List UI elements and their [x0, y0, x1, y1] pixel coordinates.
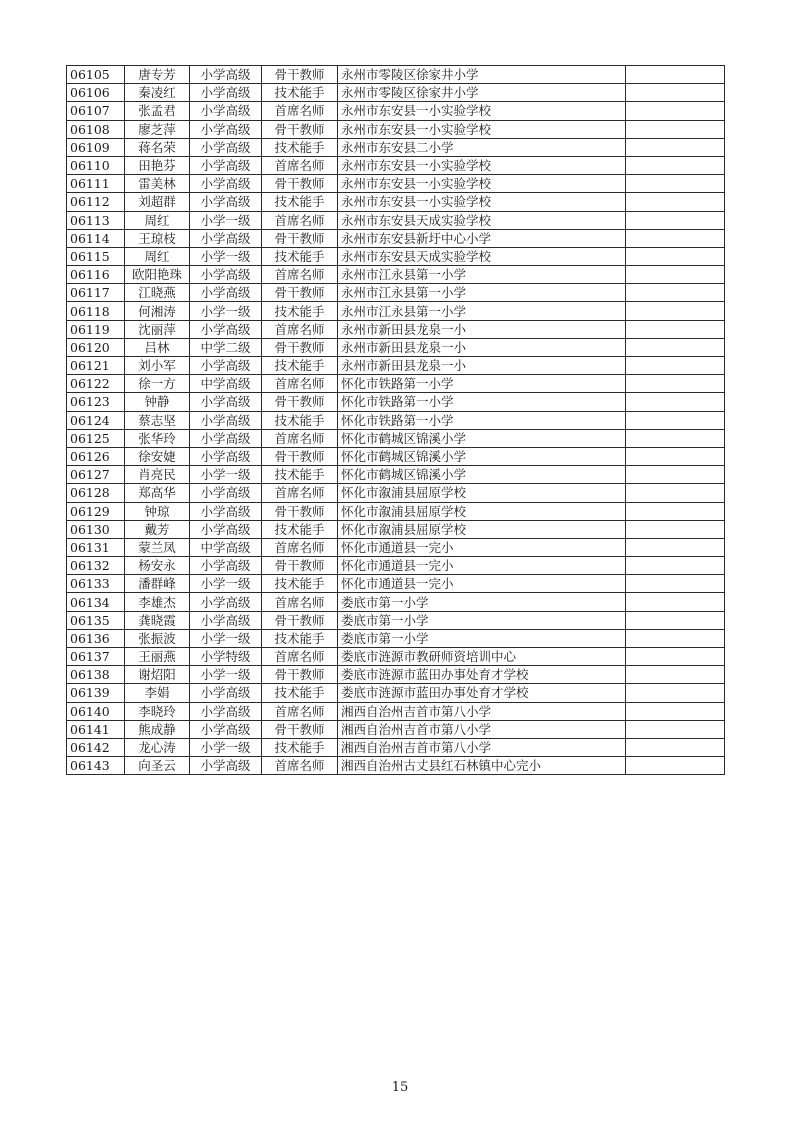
cell-id: 06107: [67, 102, 125, 120]
cell-level: 小学高级: [190, 502, 262, 520]
cell-level: 小学高级: [190, 193, 262, 211]
table-row: [67, 266, 725, 284]
cell-school: 永州市江永县第一小学: [338, 266, 626, 284]
table-row: [67, 520, 725, 538]
cell-name: 张振波: [125, 629, 190, 647]
cell-title: 技术能手: [262, 466, 338, 484]
cell-name: 蒙兰凤: [125, 538, 190, 556]
cell-school: 怀化市溆浦县屈原学校: [338, 484, 626, 502]
cell-title: 技术能手: [262, 247, 338, 265]
cell-id: 06115: [67, 247, 125, 265]
cell-level: 中学二级: [190, 338, 262, 356]
cell-id: 06109: [67, 138, 125, 156]
cell-id: 06116: [67, 266, 125, 284]
cell-extra: [626, 466, 725, 484]
cell-name: 唐专芳: [125, 66, 190, 84]
cell-name: 谢炤阳: [125, 666, 190, 684]
cell-id: 06118: [67, 302, 125, 320]
cell-level: 小学高级: [190, 429, 262, 447]
cell-id: 06127: [67, 466, 125, 484]
cell-id: 06133: [67, 575, 125, 593]
cell-name: 沈丽萍: [125, 320, 190, 338]
cell-extra: [626, 266, 725, 284]
cell-extra: [626, 593, 725, 611]
cell-level: 小学高级: [190, 357, 262, 375]
cell-level: 小学高级: [190, 484, 262, 502]
cell-extra: [626, 247, 725, 265]
cell-id: 06119: [67, 320, 125, 338]
cell-title: 骨干教师: [262, 393, 338, 411]
cell-extra: [626, 538, 725, 556]
table-row: [67, 702, 725, 720]
cell-title: 技术能手: [262, 302, 338, 320]
cell-level: 小学高级: [190, 447, 262, 465]
cell-school: 永州市零陵区徐家井小学: [338, 84, 626, 102]
cell-school: 怀化市铁路第一小学: [338, 411, 626, 429]
cell-extra: [626, 338, 725, 356]
cell-level: 小学高级: [190, 229, 262, 247]
cell-name: 刘小军: [125, 357, 190, 375]
cell-school: 怀化市通道县一完小: [338, 557, 626, 575]
cell-level: 小学一级: [190, 211, 262, 229]
cell-extra: [626, 757, 725, 775]
cell-school: 永州市零陵区徐家井小学: [338, 66, 626, 84]
cell-title: 首席名师: [262, 648, 338, 666]
cell-extra: [626, 284, 725, 302]
cell-school: 怀化市鹤城区锦溪小学: [338, 466, 626, 484]
cell-extra: [626, 702, 725, 720]
cell-id: 06134: [67, 593, 125, 611]
cell-name: 周红: [125, 211, 190, 229]
cell-name: 潘群峰: [125, 575, 190, 593]
cell-school: 湘西自治州古丈县红石林镇中心完小: [338, 757, 626, 775]
cell-name: 郑高华: [125, 484, 190, 502]
cell-level: 小学高级: [190, 266, 262, 284]
cell-name: 廖芝萍: [125, 120, 190, 138]
cell-school: 永州市江永县第一小学: [338, 302, 626, 320]
cell-title: 首席名师: [262, 211, 338, 229]
table-row: [67, 84, 725, 102]
cell-title: 首席名师: [262, 702, 338, 720]
table-row: [67, 684, 725, 702]
cell-name: 龙心涛: [125, 738, 190, 756]
cell-school: 永州市东安县二小学: [338, 138, 626, 156]
cell-id: 06139: [67, 684, 125, 702]
cell-level: 小学高级: [190, 120, 262, 138]
cell-name: 钟琼: [125, 502, 190, 520]
cell-extra: [626, 629, 725, 647]
cell-school: 娄底市第一小学: [338, 629, 626, 647]
table-row: [67, 429, 725, 447]
cell-school: 怀化市通道县一完小: [338, 538, 626, 556]
table-row: [67, 757, 725, 775]
cell-level: 小学高级: [190, 138, 262, 156]
cell-name: 张华玲: [125, 429, 190, 447]
cell-school: 娄底市涟源市蓝田办事处育才学校: [338, 666, 626, 684]
cell-name: 蔡志坚: [125, 411, 190, 429]
cell-extra: [626, 66, 725, 84]
table-row: [67, 538, 725, 556]
table-row: [67, 229, 725, 247]
cell-id: 06111: [67, 175, 125, 193]
cell-id: 06105: [67, 66, 125, 84]
cell-school: 娄底市第一小学: [338, 611, 626, 629]
cell-name: 王琼枝: [125, 229, 190, 247]
table-row: [67, 593, 725, 611]
cell-school: 永州市东安县一小实验学校: [338, 156, 626, 174]
cell-title: 技术能手: [262, 138, 338, 156]
cell-extra: [626, 84, 725, 102]
cell-level: 小学高级: [190, 156, 262, 174]
cell-title: 技术能手: [262, 520, 338, 538]
cell-name: 江晓燕: [125, 284, 190, 302]
table-row: [67, 393, 725, 411]
table-row: [67, 466, 725, 484]
cell-title: 首席名师: [262, 375, 338, 393]
cell-level: 小学一级: [190, 302, 262, 320]
cell-name: 吕林: [125, 338, 190, 356]
cell-school: 永州市东安县一小实验学校: [338, 193, 626, 211]
cell-id: 06129: [67, 502, 125, 520]
cell-title: 骨干教师: [262, 557, 338, 575]
cell-title: 首席名师: [262, 538, 338, 556]
cell-name: 徐一方: [125, 375, 190, 393]
cell-level: 小学高级: [190, 66, 262, 84]
cell-level: 小学高级: [190, 175, 262, 193]
cell-level: 小学一级: [190, 575, 262, 593]
cell-level: 小学一级: [190, 466, 262, 484]
cell-school: 怀化市溆浦县屈原学校: [338, 502, 626, 520]
cell-id: 06126: [67, 447, 125, 465]
cell-extra: [626, 484, 725, 502]
table-row: [67, 447, 725, 465]
cell-extra: [626, 120, 725, 138]
cell-extra: [626, 357, 725, 375]
table-row: [67, 648, 725, 666]
cell-id: 06143: [67, 757, 125, 775]
cell-extra: [626, 102, 725, 120]
cell-school: 湘西自治州吉首市第八小学: [338, 702, 626, 720]
table-row: [67, 138, 725, 156]
cell-school: 永州市东安县新圩中心小学: [338, 229, 626, 247]
table-row: [67, 557, 725, 575]
cell-extra: [626, 666, 725, 684]
cell-title: 技术能手: [262, 357, 338, 375]
cell-extra: [626, 175, 725, 193]
cell-extra: [626, 229, 725, 247]
table-row: [67, 629, 725, 647]
table-row: [67, 120, 725, 138]
cell-id: 06131: [67, 538, 125, 556]
cell-level: 中学高级: [190, 538, 262, 556]
cell-extra: [626, 575, 725, 593]
table-row: [67, 375, 725, 393]
table-row: [67, 66, 725, 84]
cell-level: 小学高级: [190, 520, 262, 538]
cell-name: 李晓玲: [125, 702, 190, 720]
cell-extra: [626, 193, 725, 211]
cell-name: 王丽燕: [125, 648, 190, 666]
cell-school: 怀化市鹤城区锦溪小学: [338, 447, 626, 465]
cell-school: 永州市东安县一小实验学校: [338, 120, 626, 138]
cell-school: 娄底市涟源市蓝田办事处育才学校: [338, 684, 626, 702]
cell-school: 永州市江永县第一小学: [338, 284, 626, 302]
table-row: [67, 156, 725, 174]
cell-title: 首席名师: [262, 102, 338, 120]
table-row: [67, 193, 725, 211]
cell-school: 怀化市铁路第一小学: [338, 393, 626, 411]
cell-level: 小学高级: [190, 84, 262, 102]
cell-title: 首席名师: [262, 429, 338, 447]
cell-name: 雷美林: [125, 175, 190, 193]
cell-level: 小学高级: [190, 393, 262, 411]
cell-title: 技术能手: [262, 629, 338, 647]
cell-id: 06122: [67, 375, 125, 393]
cell-level: 小学一级: [190, 738, 262, 756]
cell-name: 周红: [125, 247, 190, 265]
cell-name: 秦凌红: [125, 84, 190, 102]
cell-name: 肖亮民: [125, 466, 190, 484]
cell-title: 首席名师: [262, 593, 338, 611]
cell-title: 首席名师: [262, 484, 338, 502]
cell-title: 首席名师: [262, 156, 338, 174]
cell-id: 06137: [67, 648, 125, 666]
cell-extra: [626, 156, 725, 174]
cell-school: 永州市东安县天成实验学校: [338, 247, 626, 265]
cell-level: 小学高级: [190, 102, 262, 120]
cell-id: 06142: [67, 738, 125, 756]
cell-name: 杨安永: [125, 557, 190, 575]
cell-extra: [626, 429, 725, 447]
teacher-roster-table: [66, 65, 725, 775]
cell-title: 骨干教师: [262, 229, 338, 247]
cell-extra: [626, 648, 725, 666]
cell-level: 小学高级: [190, 284, 262, 302]
cell-name: 刘超群: [125, 193, 190, 211]
cell-school: 怀化市溆浦县屈原学校: [338, 520, 626, 538]
cell-extra: [626, 738, 725, 756]
table-row: [67, 575, 725, 593]
cell-title: 骨干教师: [262, 120, 338, 138]
table-row: [67, 320, 725, 338]
cell-title: 骨干教师: [262, 284, 338, 302]
cell-extra: [626, 611, 725, 629]
cell-title: 骨干教师: [262, 175, 338, 193]
cell-id: 06114: [67, 229, 125, 247]
table-row: [67, 502, 725, 520]
cell-school: 娄底市涟源市教研师资培训中心: [338, 648, 626, 666]
cell-school: 永州市东安县一小实验学校: [338, 102, 626, 120]
cell-extra: [626, 684, 725, 702]
cell-name: 李雄杰: [125, 593, 190, 611]
cell-level: 小学高级: [190, 611, 262, 629]
cell-name: 钟静: [125, 393, 190, 411]
cell-extra: [626, 720, 725, 738]
table-row: [67, 611, 725, 629]
cell-name: 李娟: [125, 684, 190, 702]
cell-title: 首席名师: [262, 757, 338, 775]
cell-extra: [626, 138, 725, 156]
cell-id: 06113: [67, 211, 125, 229]
cell-level: 小学一级: [190, 247, 262, 265]
cell-title: 技术能手: [262, 738, 338, 756]
cell-title: 骨干教师: [262, 611, 338, 629]
cell-level: 小学高级: [190, 702, 262, 720]
cell-extra: [626, 302, 725, 320]
cell-level: 小学高级: [190, 720, 262, 738]
cell-name: 熊成静: [125, 720, 190, 738]
cell-name: 蒋名荣: [125, 138, 190, 156]
table-row: [67, 738, 725, 756]
cell-name: 张孟君: [125, 102, 190, 120]
table-row: [67, 338, 725, 356]
cell-title: 骨干教师: [262, 338, 338, 356]
cell-title: 骨干教师: [262, 666, 338, 684]
cell-title: 首席名师: [262, 266, 338, 284]
cell-extra: [626, 393, 725, 411]
cell-school: 永州市新田县龙泉一小: [338, 357, 626, 375]
cell-extra: [626, 447, 725, 465]
cell-title: 骨干教师: [262, 720, 338, 738]
cell-id: 06110: [67, 156, 125, 174]
cell-id: 06121: [67, 357, 125, 375]
cell-level: 小学特级: [190, 648, 262, 666]
cell-school: 怀化市通道县一完小: [338, 575, 626, 593]
table-row: [67, 666, 725, 684]
cell-name: 向圣云: [125, 757, 190, 775]
cell-id: 06130: [67, 520, 125, 538]
cell-school: 湘西自治州吉首市第八小学: [338, 720, 626, 738]
cell-extra: [626, 557, 725, 575]
cell-title: 技术能手: [262, 84, 338, 102]
cell-school: 怀化市铁路第一小学: [338, 375, 626, 393]
cell-name: 欧阳艳珠: [125, 266, 190, 284]
cell-id: 06108: [67, 120, 125, 138]
page-number: 15: [391, 1080, 409, 1095]
cell-id: 06135: [67, 611, 125, 629]
cell-level: 小学高级: [190, 411, 262, 429]
cell-level: 小学一级: [190, 629, 262, 647]
cell-id: 06120: [67, 338, 125, 356]
cell-level: 小学高级: [190, 593, 262, 611]
cell-school: 永州市东安县一小实验学校: [338, 175, 626, 193]
cell-id: 06117: [67, 284, 125, 302]
cell-id: 06112: [67, 193, 125, 211]
cell-title: 技术能手: [262, 411, 338, 429]
cell-name: 戴芳: [125, 520, 190, 538]
cell-title: 骨干教师: [262, 502, 338, 520]
table-row: [67, 247, 725, 265]
cell-id: 06138: [67, 666, 125, 684]
cell-id: 06132: [67, 557, 125, 575]
cell-school: 永州市新田县龙泉一小: [338, 320, 626, 338]
cell-title: 首席名师: [262, 320, 338, 338]
cell-id: 06140: [67, 702, 125, 720]
cell-extra: [626, 502, 725, 520]
table-row: [67, 211, 725, 229]
table-row: [67, 357, 725, 375]
cell-school: 湘西自治州吉首市第八小学: [338, 738, 626, 756]
cell-school: 永州市东安县天成实验学校: [338, 211, 626, 229]
table-row: [67, 484, 725, 502]
cell-name: 何湘涛: [125, 302, 190, 320]
cell-id: 06141: [67, 720, 125, 738]
cell-title: 骨干教师: [262, 66, 338, 84]
cell-id: 06128: [67, 484, 125, 502]
table-row: [67, 411, 725, 429]
cell-extra: [626, 375, 725, 393]
cell-name: 龚晓霞: [125, 611, 190, 629]
table-row: [67, 302, 725, 320]
cell-extra: [626, 211, 725, 229]
cell-id: 06106: [67, 84, 125, 102]
cell-id: 06123: [67, 393, 125, 411]
cell-level: 小学高级: [190, 557, 262, 575]
cell-name: 徐安婕: [125, 447, 190, 465]
table-row: [67, 720, 725, 738]
cell-id: 06125: [67, 429, 125, 447]
cell-id: 06124: [67, 411, 125, 429]
table-row: [67, 102, 725, 120]
cell-extra: [626, 320, 725, 338]
cell-extra: [626, 411, 725, 429]
cell-extra: [626, 520, 725, 538]
cell-school: 永州市新田县龙泉一小: [338, 338, 626, 356]
roster-body: [67, 66, 725, 775]
cell-name: 田艳芬: [125, 156, 190, 174]
cell-school: 娄底市第一小学: [338, 593, 626, 611]
cell-level: 小学高级: [190, 320, 262, 338]
table-row: [67, 284, 725, 302]
cell-title: 技术能手: [262, 193, 338, 211]
cell-level: 中学高级: [190, 375, 262, 393]
cell-title: 技术能手: [262, 684, 338, 702]
cell-title: 骨干教师: [262, 447, 338, 465]
cell-id: 06136: [67, 629, 125, 647]
cell-title: 技术能手: [262, 575, 338, 593]
cell-school: 怀化市鹤城区锦溪小学: [338, 429, 626, 447]
cell-level: 小学高级: [190, 684, 262, 702]
table-row: [67, 175, 725, 193]
cell-level: 小学高级: [190, 757, 262, 775]
cell-level: 小学一级: [190, 666, 262, 684]
